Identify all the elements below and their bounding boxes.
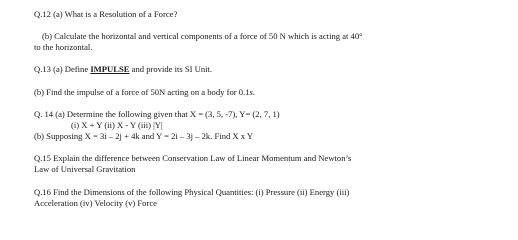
q13a-prefix: Q.13 (a) Define: [34, 64, 91, 74]
q13a-term: IMPULSE: [90, 64, 130, 74]
q14a-parts: (i) X + Y (ii) X - Y (iii) |Y|: [71, 120, 163, 130]
q13b-prefix: (b) Find the impulse of a force of 50N acting on a body for 0.1: [34, 87, 250, 97]
q14b-text: (b) Supposing X = 3i – 2j + 4k and Y = 2i – 3j – 2k. Find X x Y: [34, 131, 254, 141]
q15-text-line1: Q.15 Explain the difference between Conservation Law of Linear Momentum and Newton’s: [34, 153, 352, 163]
q13b-end: .: [252, 87, 256, 97]
q14a-text: Q. 14 (a) Determine the following given that X = (3, 5, -7), Y= (2, 7, 1): [34, 109, 280, 119]
q13a-text: [34, 64, 212, 74]
q13b-unit: s: [249, 87, 253, 97]
q13b-text: [34, 87, 255, 97]
q12b-text-line1: (b) Calculate the horizontal and vertical components of a force of 50 N which is acting at 40°: [42, 31, 363, 41]
q12b-text-line2: to the horizontal.: [34, 42, 93, 52]
q16-text-line2: Acceleration (iv) Velocity (v) Force: [34, 198, 157, 208]
q15-text-line2: Law of Universal Gravitation: [34, 164, 136, 174]
q12a-text: Q.12 (a) What is a Resolution of a Force?: [34, 9, 178, 19]
q13a-suffix: and provide its SI Unit.: [129, 64, 213, 74]
q16-text-line1: Q.16 Find the Dimensions of the following Physical Quantities: (i) Pressure (ii) Energy (iii): [34, 187, 350, 197]
